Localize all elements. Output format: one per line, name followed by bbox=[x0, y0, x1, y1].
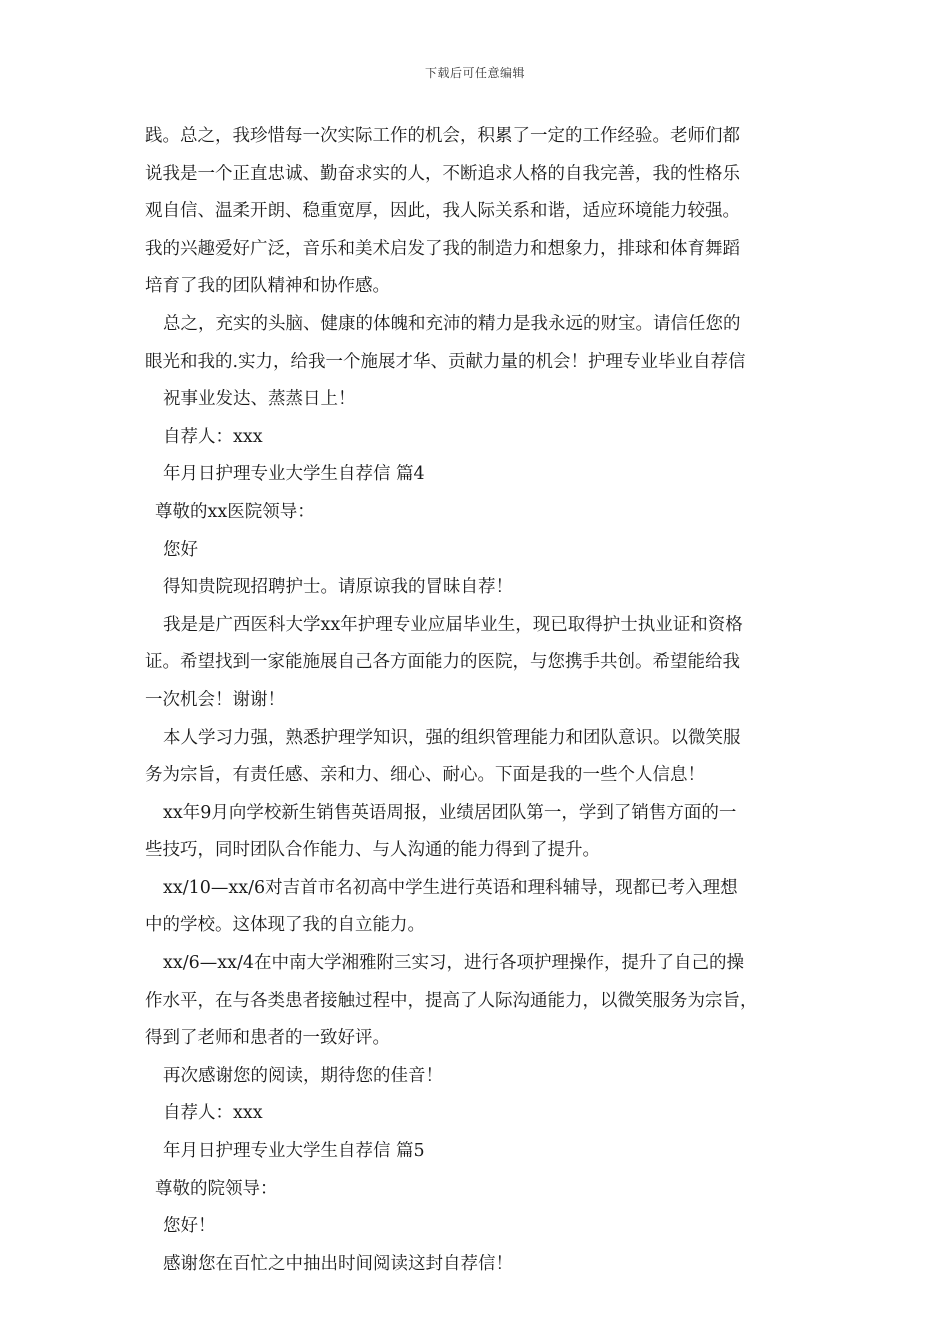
paragraph-line: xx年9月向学校新生销售英语周报，业绩居团队第一，学到了销售方面的一 bbox=[163, 802, 737, 823]
paragraph-line: 些技巧，同时团队合作能力、与人沟通的能力得到了提升。 bbox=[145, 840, 600, 861]
document-body bbox=[145, 118, 810, 1283]
paragraph-line: 说我是一个正直忠诚、勤奋求实的人，不断追求人格的自我完善，我的性格乐 bbox=[145, 163, 740, 184]
paragraph-line: 尊敬的院领导： bbox=[155, 1178, 278, 1199]
paragraph-line: 您好！ bbox=[163, 1216, 216, 1237]
paragraph-line: 总之，充实的头脑、健康的体魄和充沛的精力是我永远的财宝。请信任您的 bbox=[163, 313, 741, 334]
paragraph-line: 自荐人：xxx bbox=[163, 1103, 263, 1124]
paragraph-line: xx/10—xx/6对吉首市名初高中学生进行英语和理科辅导，现都已考入理想 bbox=[163, 877, 738, 898]
paragraph-line: 观自信、温柔开朗、稳重宽厚，因此，我人际关系和谐，适应环境能力较强。 bbox=[145, 201, 740, 222]
paragraph-line: 年月日护理专业大学生自荐信 篇4 bbox=[163, 464, 425, 485]
paragraph-line: 践。总之，我珍惜每一次实际工作的机会，积累了一定的工作经验。老师们都 bbox=[145, 126, 740, 146]
paragraph-line: 再次感谢您的阅读，期待您的佳音！ bbox=[163, 1065, 443, 1086]
paragraph-line: 眼光和我的.实力，给我一个施展才华、贡献力量的机会！护理专业毕业自荐信 bbox=[145, 351, 746, 372]
paragraph-line: xx/6—xx/4在中南大学湘雅附三实习，进行各项护理操作，提升了自己的操 bbox=[163, 953, 745, 974]
paragraph-line: 感谢您在百忙之中抽出时间阅读这封自荐信！ bbox=[163, 1253, 513, 1274]
paragraph-line: 年月日护理专业大学生自荐信 篇5 bbox=[163, 1141, 425, 1162]
paragraph-line: 作水平，在与各类患者接触过程中，提高了人际沟通能力，以微笑服务为宗旨， bbox=[145, 990, 758, 1011]
paragraph-line: 证。希望找到一家能施展自己各方面能力的医院，与您携手共创。希望能给我 bbox=[145, 652, 740, 673]
paragraph-line: 我的兴趣爱好广泛，音乐和美术启发了我的制造力和想象力，排球和体育舞蹈 bbox=[145, 238, 740, 259]
page-header: 下载后可任意编辑 bbox=[424, 66, 525, 80]
paragraph-line: 培育了我的团队精神和协作感。 bbox=[145, 276, 390, 297]
paragraph-line: 得知贵院现招聘护士。请原谅我的冒昧自荐！ bbox=[163, 577, 513, 598]
paragraph-line: 本人学习力强，熟悉护理学知识，强的组织管理能力和团队意识。以微笑服 bbox=[163, 727, 741, 748]
paragraph-line: 得到了老师和患者的一致好评。 bbox=[145, 1028, 390, 1049]
paragraph-line: 中的学校。这体现了我的自立能力。 bbox=[145, 915, 425, 936]
paragraph-line: 您好 bbox=[163, 539, 198, 560]
paragraph-line: 我是是广西医科大学xx年护理专业应届毕业生，现已取得护士执业证和资格 bbox=[163, 614, 743, 635]
paragraph-line: 务为宗旨，有责任感、亲和力、细心、耐心。下面是我的一些个人信息！ bbox=[145, 765, 705, 786]
paragraph-line: 祝事业发达、蒸蒸日上！ bbox=[163, 389, 356, 410]
paragraph-line: 一次机会！谢谢！ bbox=[145, 689, 285, 710]
paragraph-line: 尊敬的xx医院领导： bbox=[155, 501, 315, 522]
paragraph-line: 自荐人：xxx bbox=[163, 426, 263, 447]
